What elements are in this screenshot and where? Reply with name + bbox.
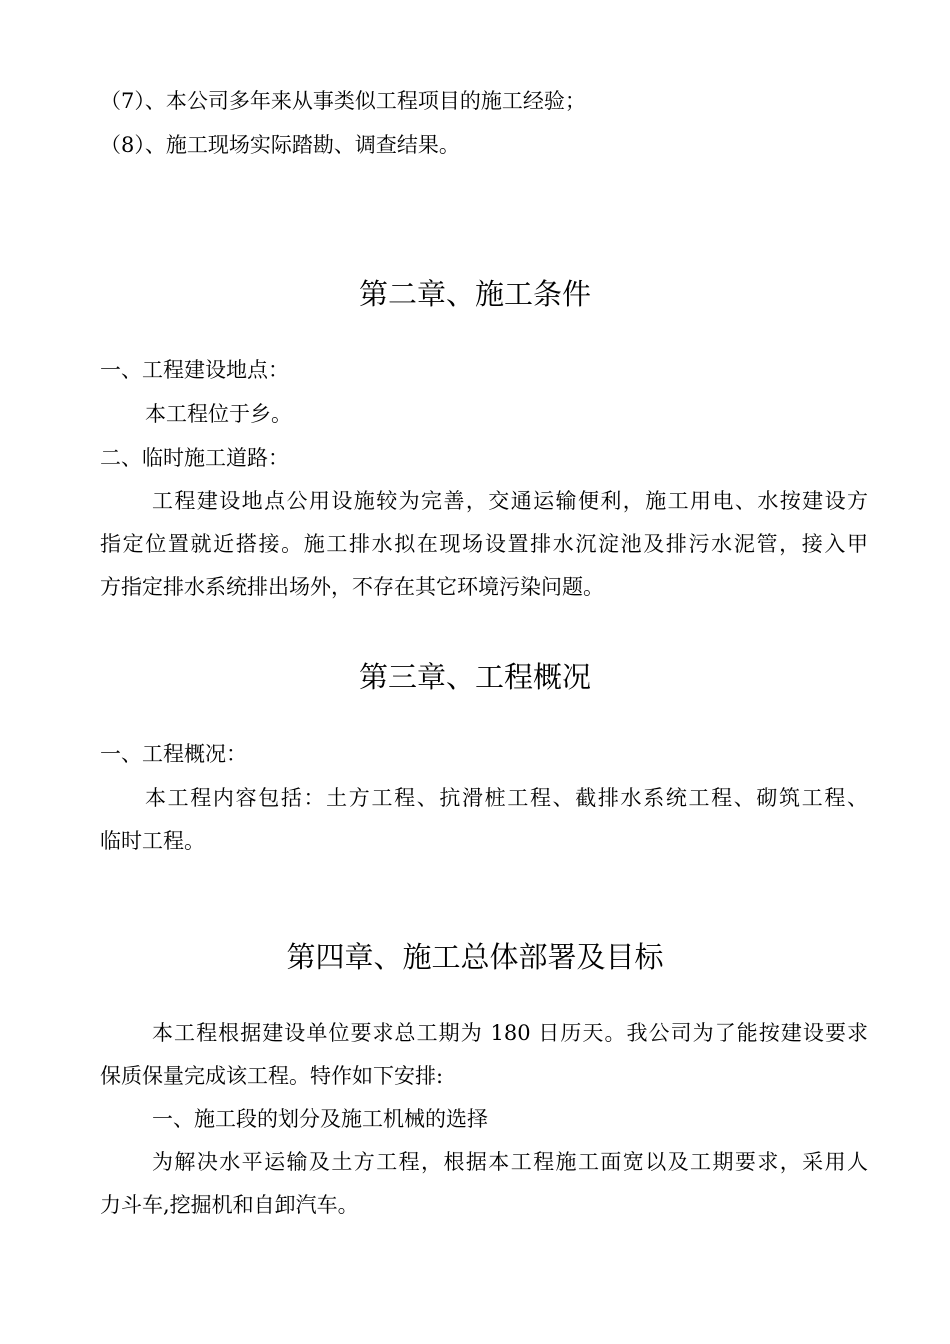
chapter-2-section-2-line-2: 指定位置就近搭接。施工排水拟在现场设置排水沉淀池及排污水泥管，接入甲 xyxy=(100,532,868,556)
chapter-3-title: 第三章、工程概况 xyxy=(358,660,591,694)
list-item-7: （7）、本公司多年来从事类似工程项目的施工经验； xyxy=(100,89,586,113)
chapter-2-section-2-line-1: 工程建设地点公用设施较为完善，交通运输便利，施工用电、水按建设方 xyxy=(152,489,868,513)
chapter-4-paragraph-1-line-2: 保质保量完成该工程。特作如下安排: xyxy=(100,1064,444,1088)
chapter-2-section-2-line-3: 方指定排水系统排出场外，不存在其它环境污染问题。 xyxy=(100,575,604,599)
chapter-4-paragraph-2-line-2: 力斗车,挖掘机和自卸汽车。 xyxy=(100,1193,359,1217)
chapter-2-section-1-heading: 一、工程建设地点： xyxy=(100,358,289,382)
chapter-3-section-1-line-1: 本工程内容包括：土方工程、抗滑桩工程、截排水系统工程、砌筑工程、 xyxy=(145,786,868,810)
chapter-4-title: 第四章、施工总体部署及目标 xyxy=(286,940,664,974)
chapter-4-section-1-heading: 一、施工段的划分及施工机械的选择 xyxy=(152,1107,488,1131)
chapter-2-title: 第二章、施工条件 xyxy=(358,277,591,311)
chapter-3-section-1-heading: 一、工程概况： xyxy=(100,742,247,766)
chapter-4-paragraph-2-line-1: 为解决水平运输及土方工程，根据本工程施工面宽以及工期要求，采用人 xyxy=(152,1150,868,1174)
list-item-8: （8）、施工现场实际踏勘、调查结果。 xyxy=(100,133,460,157)
chapter-2-section-1-text: 本工程位于乡。 xyxy=(145,402,292,426)
chapter-2-section-2-heading: 二、临时施工道路： xyxy=(100,446,289,470)
chapter-4-paragraph-1-line-1: 本工程根据建设单位要求总工期为 180 日历天。我公司为了能按建设要求 xyxy=(152,1021,868,1045)
chapter-3-section-1-line-2: 临时工程。 xyxy=(100,829,205,853)
